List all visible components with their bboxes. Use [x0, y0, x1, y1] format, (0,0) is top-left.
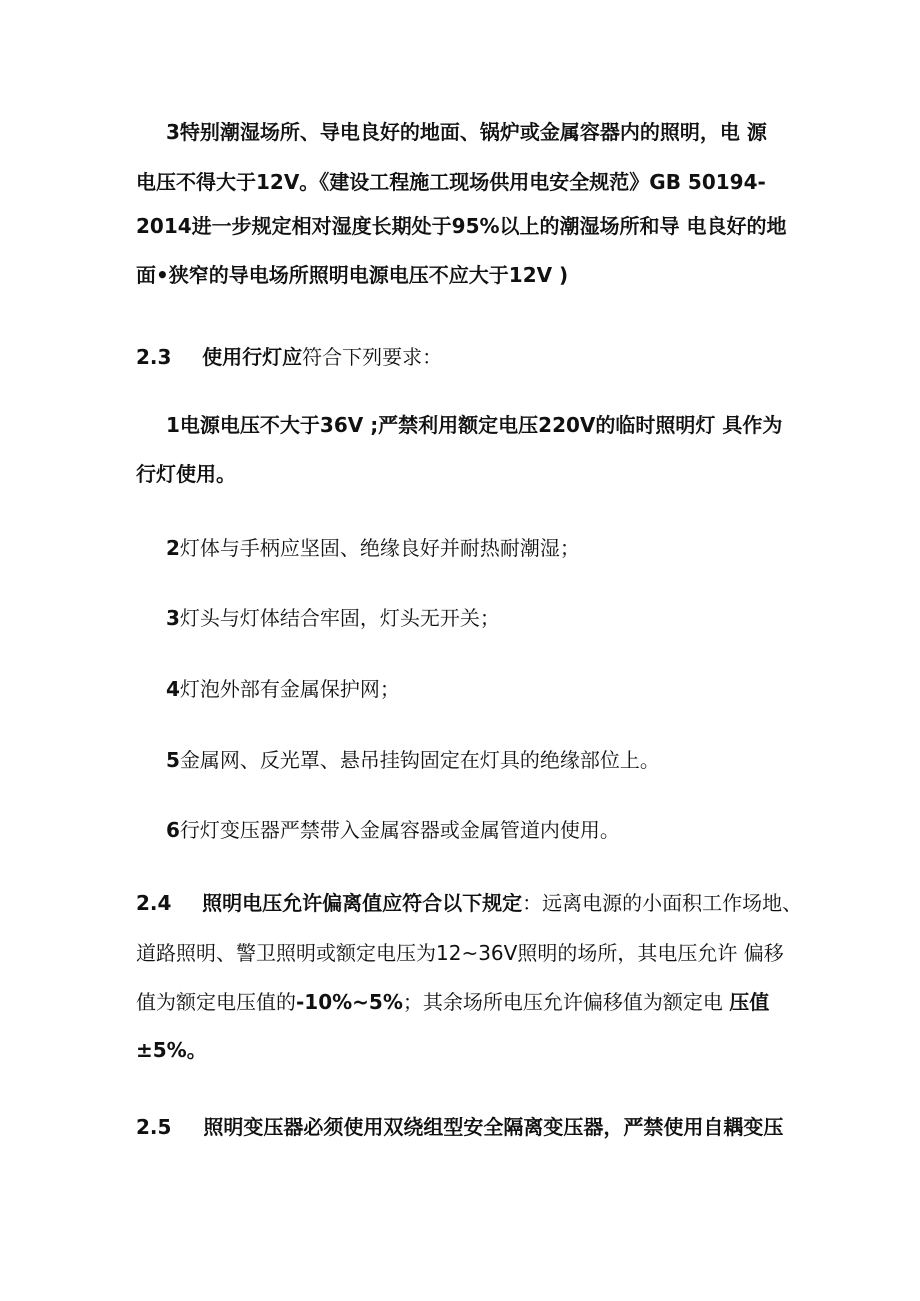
list-item — [166, 818, 620, 842]
item-text: 金属网、反光罩、悬吊挂钩固定在灯具的绝缘部位上。 — [179, 748, 660, 772]
section-text-bold: 压值 — [729, 990, 770, 1014]
section-2-5-line — [136, 1115, 783, 1139]
section-title-rest: 符合下列要求： — [302, 345, 443, 369]
section-2-4-line — [136, 891, 802, 915]
list-item — [166, 606, 500, 630]
section-number: 2.4 — [136, 891, 172, 915]
requirement-1-line: 行灯使用。 — [136, 462, 236, 486]
section-number: 2.3 — [136, 345, 172, 369]
paragraph-line: 3特别潮湿场所、导电良好的地面、锅炉或金属容器内的照明，电 源 — [166, 120, 767, 144]
item-text: 灯头与灯体结合牢固，灯头无开关； — [179, 606, 500, 630]
item-number: 3 — [166, 606, 180, 630]
list-item — [166, 677, 400, 701]
tolerance-range: -10%~5% — [296, 990, 403, 1014]
list-item — [166, 748, 660, 772]
paragraph-line: 面•狭窄的导电场所照明电源电压不应大于12V ) — [136, 263, 569, 287]
item-text: 灯泡外部有金属保护网； — [179, 677, 400, 701]
item-number: 5 — [166, 748, 180, 772]
paragraph-line: 2014进一步规定相对湿度长期处于95%以上的潮湿场所和导 电良好的地 — [136, 214, 787, 238]
item-text: 行灯变压器严禁带入金属容器或金属管道内使用。 — [179, 818, 620, 842]
section-text: 值为额定电压值的 — [136, 990, 296, 1014]
section-title-bold: 使用行灯应 — [202, 345, 303, 369]
section-number: 2.5 — [136, 1115, 172, 1139]
list-item — [166, 536, 580, 560]
item-number: 2 — [166, 536, 180, 560]
section-2-3-heading — [136, 345, 442, 369]
section-text: ；其余场所电压允许偏移值为额定电 — [402, 990, 730, 1014]
section-2-4-line: 道路照明、警卫照明或额定电压为12~36V照明的场所，其电压允许 偏移 — [136, 941, 784, 965]
item-text: 灯体与手柄应坚固、绝缘良好并耐热耐潮湿； — [179, 536, 580, 560]
section-2-4-line — [136, 990, 769, 1014]
section-title-bold: 照明电压允许偏离值应符合以下规定 — [202, 891, 523, 915]
section-text: 照明变压器必须使用双绕组型安全隔离变压器，严禁使用自耦变压 — [203, 1115, 784, 1139]
item-number: 6 — [166, 818, 180, 842]
paragraph-line: 电压不得大于12V。《建设工程施工现场供用电安全规范》GB 50194- — [136, 170, 766, 194]
section-text: ：远离电源的小面积工作场地、 — [522, 891, 803, 915]
section-2-4-line: ±5%。 — [136, 1038, 207, 1062]
requirement-1-line: 1电源电压不大于36V ;严禁利用额定电压220V的临时照明灯 具作为 — [166, 413, 783, 437]
item-number: 4 — [166, 677, 180, 701]
